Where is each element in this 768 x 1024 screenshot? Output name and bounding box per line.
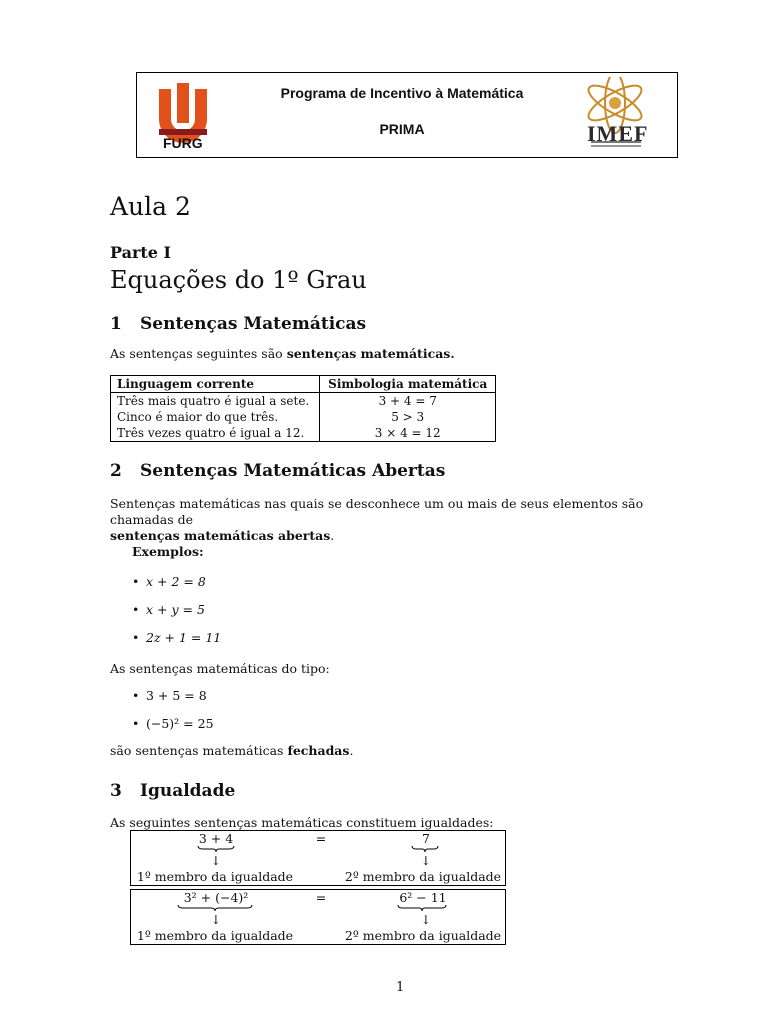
closing-sentence bbox=[110, 743, 353, 759]
intro-text: As sentenças seguintes são bbox=[110, 346, 287, 361]
bullet-icon: • bbox=[132, 688, 140, 703]
section-number: 1 bbox=[110, 314, 122, 334]
table-cell: Cinco é maior do que três. bbox=[111, 409, 320, 425]
list-item bbox=[132, 574, 206, 589]
underbrace-icon bbox=[177, 904, 253, 912]
section-number: 2 bbox=[110, 461, 122, 481]
column-header: Simbologia matemática bbox=[320, 376, 496, 393]
section-title: Sentenças Matemáticas Abertas bbox=[140, 461, 446, 481]
down-arrow-icon: ↓ bbox=[210, 912, 222, 927]
equality-box bbox=[130, 830, 506, 886]
section-heading-1 bbox=[110, 314, 366, 334]
program-acronym: PRIMA bbox=[379, 121, 425, 137]
example-equation: 2z + 1 = 11 bbox=[146, 630, 222, 645]
table-cell: Três vezes quatro é igual a 12. bbox=[111, 425, 320, 442]
column-header: Linguagem corrente bbox=[111, 376, 320, 393]
bullet-icon: • bbox=[132, 630, 140, 645]
list-item bbox=[132, 688, 207, 703]
table-cell: 3 × 4 = 12 bbox=[374, 426, 441, 440]
down-arrow-icon: ↓ bbox=[420, 912, 432, 927]
bullet-icon: • bbox=[132, 574, 140, 589]
member-label: 1º membro da igualdade bbox=[136, 928, 294, 943]
underbrace-icon bbox=[411, 845, 439, 853]
tipo-intro: As sentenças matemáticas do tipo: bbox=[110, 661, 330, 676]
language-table bbox=[110, 375, 496, 442]
chapter-title: Equações do 1º Grau bbox=[110, 266, 367, 294]
closing-text: são sentenças matemáticas bbox=[110, 743, 288, 758]
page-number: 1 bbox=[396, 980, 405, 995]
table-header-row bbox=[111, 376, 496, 393]
table-cell: 3 + 4 = 7 bbox=[378, 394, 437, 408]
equals-sign: = bbox=[315, 831, 327, 846]
example-equation: x + 2 = 8 bbox=[146, 574, 206, 589]
equals-sign: = bbox=[315, 890, 327, 905]
section-1-intro bbox=[110, 346, 455, 362]
paragraph-line bbox=[110, 528, 700, 544]
member-label: 1º membro da igualdade bbox=[136, 869, 294, 884]
list-item bbox=[132, 602, 205, 617]
section-title: Igualdade bbox=[140, 781, 236, 801]
punctuation: . bbox=[349, 743, 354, 758]
lhs-expression: 3² + (−4)² bbox=[183, 890, 249, 905]
table-cell: Três mais quatro é igual a sete. bbox=[111, 393, 320, 410]
section-3-intro: As seguintes sentenças matemáticas constituem igualdades: bbox=[110, 815, 494, 830]
section-number: 3 bbox=[110, 781, 122, 801]
closed-equation: (−5)² = 25 bbox=[146, 716, 214, 731]
rhs-expression: 7 bbox=[422, 831, 430, 846]
imef-label: IMEF bbox=[587, 121, 649, 146]
table-row bbox=[111, 393, 496, 410]
closed-equation: 3 + 5 = 8 bbox=[146, 688, 207, 703]
section-heading-3 bbox=[110, 781, 235, 801]
equality-box bbox=[130, 889, 506, 945]
program-title: Programa de Incentivo à Matemática bbox=[280, 85, 524, 101]
down-arrow-icon: ↓ bbox=[210, 853, 222, 868]
paragraph-line: Sentenças matemáticas nas quais se desconhece um ou mais de seus elementos são chamadas de bbox=[110, 496, 644, 527]
member-label: 2º membro da igualdade bbox=[344, 928, 502, 943]
section-title: Sentenças Matemáticas bbox=[140, 314, 367, 334]
lhs-expression: 3 + 4 bbox=[198, 831, 234, 846]
list-item bbox=[132, 630, 221, 645]
underbrace-icon bbox=[397, 904, 447, 912]
furg-label: FURG bbox=[163, 135, 203, 151]
section-heading-2 bbox=[110, 461, 445, 481]
example-equation: x + y = 5 bbox=[146, 602, 205, 617]
table-row bbox=[111, 409, 496, 425]
bold-term: fechadas bbox=[287, 743, 350, 758]
part-label: Parte I bbox=[110, 243, 172, 262]
underbrace-icon bbox=[197, 845, 235, 853]
lesson-title: Aula 2 bbox=[110, 192, 191, 221]
rhs-expression: 6² − 11 bbox=[399, 890, 447, 905]
down-arrow-icon: ↓ bbox=[420, 853, 432, 868]
member-label: 2º membro da igualdade bbox=[344, 869, 502, 884]
section-2-paragraph bbox=[110, 496, 700, 544]
intro-bold: sentenças matemáticas. bbox=[286, 346, 455, 361]
examples-label: Exemplos: bbox=[132, 544, 204, 559]
table-row bbox=[111, 425, 496, 442]
bullet-icon: • bbox=[132, 602, 140, 617]
table-cell: 5 > 3 bbox=[391, 410, 425, 424]
list-item bbox=[132, 716, 214, 731]
bullet-icon: • bbox=[132, 716, 140, 731]
header-box bbox=[136, 72, 678, 158]
bold-term: sentenças matemáticas abertas bbox=[110, 528, 331, 543]
punctuation: . bbox=[330, 528, 335, 543]
